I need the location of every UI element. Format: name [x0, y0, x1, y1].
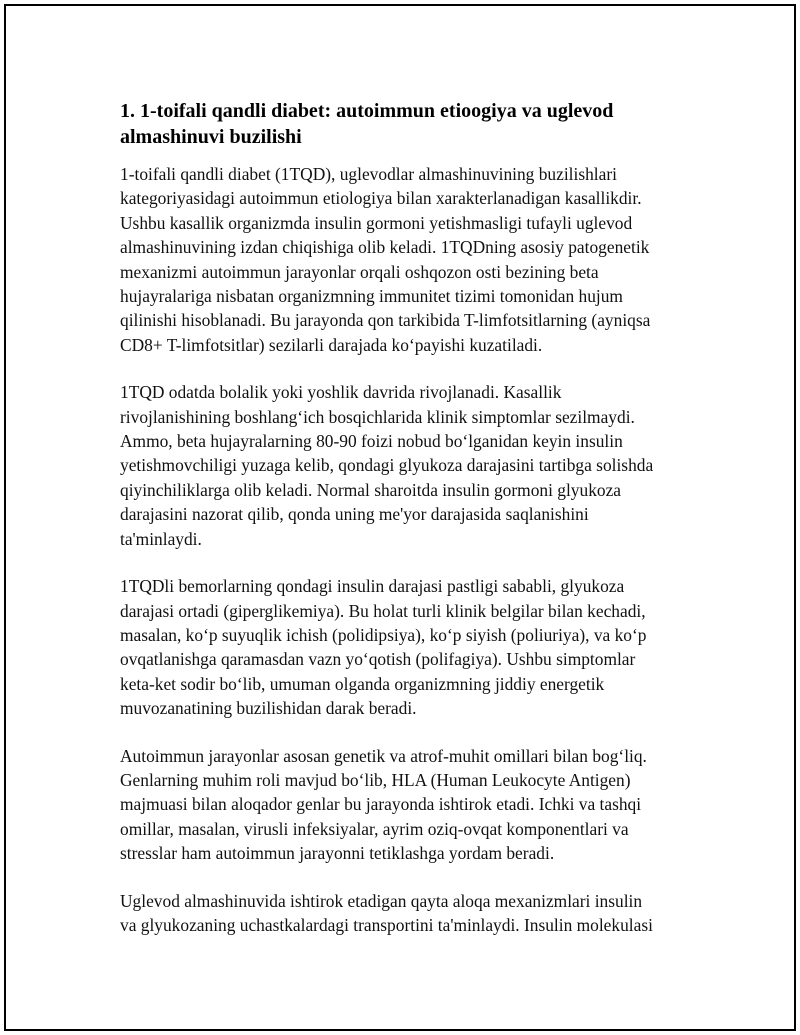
paragraph-line: Ushbu kasallik organizmda insulin gormoni yetishmasligi tufayli uglevod — [120, 212, 633, 233]
section-heading-line: 1. 1-toifali qandli diabet: autoimmun etioogiya va uglevod — [120, 100, 614, 122]
paragraph-line: darajasini nazorat qilib, qonda uning me'yor darajasida saqlanishini — [120, 504, 589, 525]
paragraph-line: omillar, masalan, virusli infeksiyalar, ayrim oziq-ovqat komponentlari va — [120, 818, 629, 839]
paragraph-line: yetishmovchiligi yuzaga kelib, qondagi glyukoza darajasini tartibga solishda — [120, 455, 654, 476]
paragraph-line: masalan, ko‘p suyuqlik ichish (polidipsiya), ko‘p siyish (poliuriya), va ko‘p — [120, 624, 647, 645]
paragraph-line: darajasi ortadi (giperglikemiya). Bu holat turli klinik belgilar bilan kechadi, — [120, 600, 646, 621]
paragraph-line: ovqatlanishga qaramasdan vazn yo‘qotish (polifagiya). Ushbu simptomlar — [120, 649, 636, 670]
paragraph-line: Genlarning muhim roli mavjud bo‘lib, HLA (Human Leukocyte Antigen) — [120, 769, 631, 790]
paragraph-line: majmuasi bilan aloqador genlar bu jarayonda ishtirok etadi. Ichki va tashqi — [120, 794, 642, 815]
paragraph — [120, 744, 692, 866]
paragraph-line: qilinishi hisoblanadi. Bu jarayonda qon tarkibida T-limfotsitlarning (ayniqsa — [120, 310, 651, 331]
paragraph — [120, 889, 692, 938]
paragraph-line: 1TQDli bemorlarning qondagi insulin darajasi pastligi sababli, glyukoza — [120, 576, 625, 597]
paragraph-line: stresslar ham autoimmun jarayonni tetiklashga yordam beradi. — [120, 843, 555, 864]
paragraph-line: muvozanatining buzilishidan darak beradi. — [120, 698, 417, 719]
paragraph-line: 1TQD odatda bolalik yoki yoshlik davrida rivojlanadi. Kasallik — [120, 382, 562, 403]
document-page — [4, 4, 796, 1031]
paragraph-line: qiyinchiliklarga olib keladi. Normal sharoitda insulin gormoni glyukoza — [120, 479, 622, 500]
paragraph-line: Autoimmun jarayonlar asosan genetik va atrof-muhit omillari bilan bog‘liq. — [120, 745, 647, 766]
document-body — [120, 98, 692, 960]
paragraph-line: CD8+ T-limfotsitlar) sezilarli darajada ko‘payishi kuzatiladi. — [120, 334, 543, 355]
paragraph-line: Ammo, beta hujayralarning 80-90 foizi nobud bo‘lganidan keyin insulin — [120, 431, 623, 452]
paragraph — [120, 380, 692, 551]
paragraph-line: Uglevod almashinuvida ishtirok etadigan qayta aloqa mexanizmlari insulin — [120, 890, 643, 911]
section-heading-line: almashinuvi buzilishi — [120, 126, 302, 148]
paragraph-line: kategoriyasidagi autoimmun etiologiya bilan xarakterlanadigan kasallikdir. — [120, 188, 642, 209]
paragraph-line: mexanizmi autoimmun jarayonlar orqali oshqozon osti bezining beta — [120, 261, 599, 282]
paragraph-line: rivojlanishining boshlang‘ich bosqichlarida klinik simptomlar sezilmaydi. — [120, 406, 635, 427]
paragraph-line: hujayralariga nisbatan organizmning immunitet tizimi tomonidan hujum — [120, 286, 623, 307]
paragraph-line: keta-ket sodir bo‘lib, umuman olganda organizmning jiddiy energetik — [120, 673, 605, 694]
paragraph-line: ta'minlaydi. — [120, 528, 202, 549]
paragraph-line: almashinuvining izdan chiqishiga olib keladi. 1TQDning asosiy patogenetik — [120, 237, 650, 258]
section-heading — [120, 98, 692, 150]
paragraph — [120, 162, 692, 357]
paragraph-line: va glyukozaning uchastkalardagi transportini ta'minlaydi. Insulin molekulasi — [120, 914, 653, 935]
paragraph-line: 1-toifali qandli diabet (1TQD), uglevodlar almashinuvining buzilishlari — [120, 164, 617, 184]
paragraph — [120, 574, 692, 720]
